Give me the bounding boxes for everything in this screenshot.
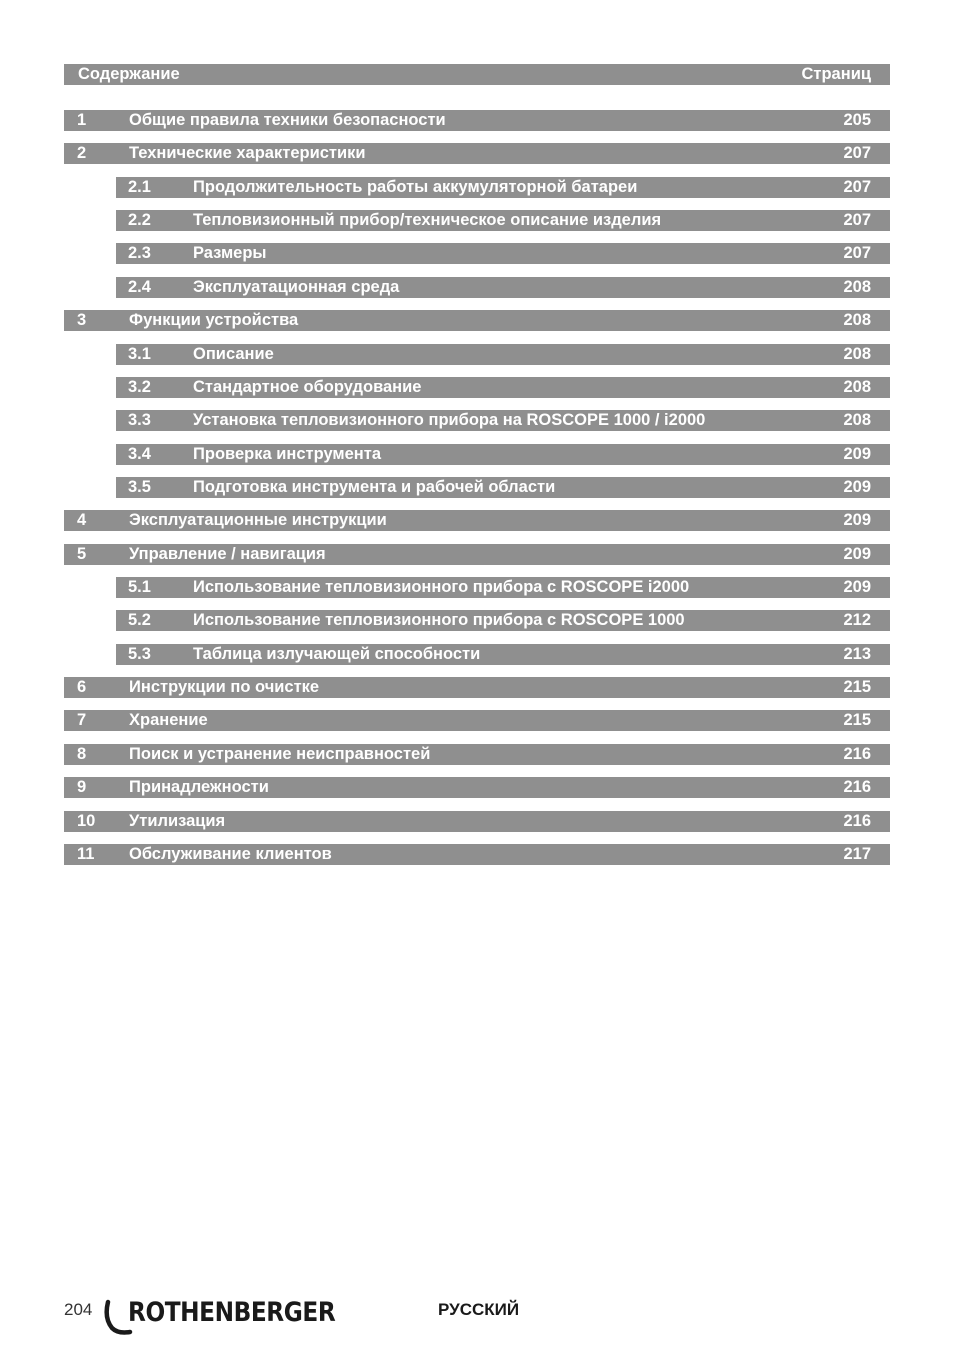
toc-entry-number: 2.2 xyxy=(128,211,151,229)
toc-entry[interactable] xyxy=(116,344,890,365)
toc-entry[interactable] xyxy=(64,677,890,698)
page-number: 204 xyxy=(64,1300,93,1319)
toc-entry[interactable] xyxy=(64,777,890,798)
toc-entry[interactable] xyxy=(64,744,890,765)
toc-entry-number: 5.1 xyxy=(128,578,151,596)
toc-entry-number: 5.3 xyxy=(128,645,151,663)
toc-entry-title: Поиск и устранение неисправностей xyxy=(129,745,431,763)
toc-entry-title: Тепловизионный прибор/техническое описание изделия xyxy=(193,211,662,229)
toc-entry-page: 209 xyxy=(843,445,871,463)
toc-entry-page: 217 xyxy=(843,845,871,863)
toc-entry-page: 209 xyxy=(843,545,871,563)
toc-entry-page: 208 xyxy=(843,345,871,363)
toc-entry-page: 216 xyxy=(843,812,871,830)
toc-entry-number: 9 xyxy=(77,778,87,796)
toc-entry[interactable] xyxy=(64,544,890,565)
toc-entry-number: 3 xyxy=(77,311,87,329)
toc-header xyxy=(64,64,890,85)
toc-entry-title: Стандартное оборудование xyxy=(193,378,422,396)
toc-entry-number: 2 xyxy=(77,144,87,162)
toc-entry-page: 212 xyxy=(843,611,871,629)
toc-entry-number: 3.4 xyxy=(128,445,151,463)
toc-entry-title: Хранение xyxy=(129,711,208,729)
toc-entry-page: 207 xyxy=(843,244,871,262)
toc-entry-title: Обслуживание клиентов xyxy=(129,845,332,863)
toc-entry-number: 8 xyxy=(77,745,87,763)
toc-entry-page: 208 xyxy=(843,378,871,396)
toc-entry-title: Утилизация xyxy=(129,812,226,830)
toc-entry-page: 207 xyxy=(843,144,871,162)
toc-entry[interactable] xyxy=(116,444,890,465)
toc-entry-title: Эксплуатационная среда xyxy=(193,278,400,296)
toc-entry-title: Использование тепловизионного прибора с ROSCOPE 1000 xyxy=(193,611,685,629)
toc-entry-title: Установка тепловизионного прибора на ROSCOPE 1000 / i2000 xyxy=(193,411,706,429)
toc-entry[interactable] xyxy=(116,410,890,431)
toc-entry-title: Проверка инструмента xyxy=(193,445,382,463)
toc-entry[interactable] xyxy=(116,610,890,631)
toc-entry-page: 216 xyxy=(843,745,871,763)
toc-entry-title: Использование тепловизионного прибора с ROSCOPE i2000 xyxy=(193,578,690,596)
toc-entry-title: Общие правила техники безопасности xyxy=(129,111,446,129)
brand-name: ROTHENBERGER xyxy=(128,1297,336,1328)
toc-heading: Содержание xyxy=(78,65,180,83)
toc-entry-title: Размеры xyxy=(193,244,267,262)
toc-entry-number: 3.5 xyxy=(128,478,151,496)
toc-entry[interactable] xyxy=(116,644,890,665)
toc-entry[interactable] xyxy=(64,510,890,531)
toc-entry[interactable] xyxy=(116,577,890,598)
rothenberger-logo xyxy=(102,1296,347,1336)
toc-entry[interactable] xyxy=(64,844,890,865)
page-footer xyxy=(64,1296,664,1336)
toc-entry[interactable] xyxy=(116,210,890,231)
toc-entry[interactable] xyxy=(64,710,890,731)
toc-entry-number: 2.4 xyxy=(128,278,151,296)
toc-entry-number: 5.2 xyxy=(128,611,151,629)
toc-entry-page: 215 xyxy=(843,711,871,729)
toc-entry-number: 3.1 xyxy=(128,345,151,363)
toc-entry-number: 11 xyxy=(77,845,95,863)
language-label: РУССКИЙ xyxy=(438,1300,520,1319)
toc-entry-title: Принадлежности xyxy=(129,778,269,796)
pages-column-label: Страниц xyxy=(801,65,871,83)
toc-entry-number: 1 xyxy=(77,111,87,129)
toc-entry-page: 208 xyxy=(843,411,871,429)
toc-entry[interactable] xyxy=(116,477,890,498)
toc-entry-page: 209 xyxy=(843,578,871,596)
toc-entry-number: 3.3 xyxy=(128,411,151,429)
toc-entry-page: 216 xyxy=(843,778,871,796)
toc-entry-page: 208 xyxy=(843,278,871,296)
toc-entry-title: Функции устройства xyxy=(129,311,299,329)
toc-entry-number: 5 xyxy=(77,545,87,563)
toc-entry-title: Технические характеристики xyxy=(129,144,366,162)
toc-entry-page: 209 xyxy=(843,478,871,496)
toc-entry[interactable] xyxy=(116,243,890,264)
toc-entry-title: Продолжительность работы аккумуляторной батареи xyxy=(193,178,638,196)
toc-entry[interactable] xyxy=(64,811,890,832)
toc-entry-page: 209 xyxy=(843,511,871,529)
toc-entry-number: 2.3 xyxy=(128,244,151,262)
toc-entry-title: Подготовка инструмента и рабочей области xyxy=(193,478,556,496)
toc-entry-number: 3.2 xyxy=(128,378,151,396)
toc-entry-page: 205 xyxy=(843,111,871,129)
toc-entry-page: 208 xyxy=(843,311,871,329)
toc-entry[interactable] xyxy=(116,177,890,198)
toc-entry-title: Эксплуатационные инструкции xyxy=(129,511,387,529)
toc-entry-number: 7 xyxy=(77,711,87,729)
toc-entry-page: 213 xyxy=(843,645,871,663)
toc-entry-title: Инструкции по очистке xyxy=(129,678,320,696)
toc-entry-number: 2.1 xyxy=(128,178,151,196)
toc-entry[interactable] xyxy=(116,277,890,298)
toc-entry-number: 10 xyxy=(77,812,96,830)
toc-entry-title: Таблица излучающей способности xyxy=(193,645,481,663)
toc-entry[interactable] xyxy=(64,310,890,331)
toc-entry-page: 215 xyxy=(843,678,871,696)
toc-entry-page: 207 xyxy=(843,211,871,229)
toc-entry-page: 207 xyxy=(843,178,871,196)
toc-entry[interactable] xyxy=(64,143,890,164)
toc-entry-title: Управление / навигация xyxy=(129,545,326,563)
toc-entry-title: Описание xyxy=(193,345,274,363)
toc-entry-number: 6 xyxy=(77,678,87,696)
toc-entry[interactable] xyxy=(64,110,890,131)
toc-entry[interactable] xyxy=(116,377,890,398)
toc-entry-number: 4 xyxy=(77,511,87,529)
